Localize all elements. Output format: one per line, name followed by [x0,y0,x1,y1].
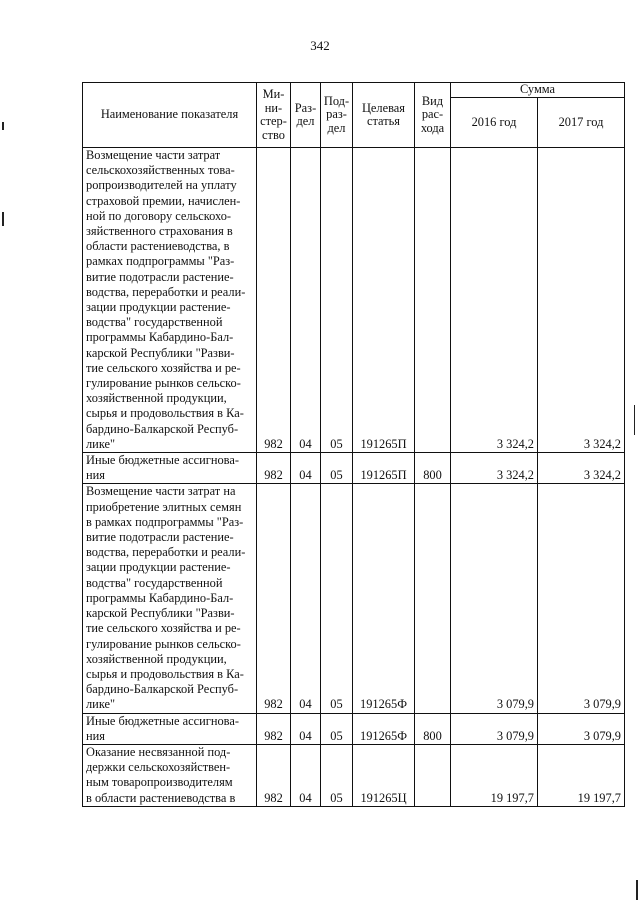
row-sum-2016: 19 197,7 [451,744,538,806]
row-subsection: 05 [321,148,353,453]
header-section: Раз- дел [291,83,321,148]
header-ministry: Ми- ни- стер- ство [257,83,291,148]
row-section: 04 [291,484,321,713]
row-target: 191265Ц [353,744,415,806]
row-sum-2017: 3 324,2 [538,453,625,484]
scan-mark-left [2,212,4,226]
row-subsection: 05 [321,744,353,806]
row-expense-type [415,148,451,453]
row-target: 191265П [353,453,415,484]
table-body [83,148,625,807]
row-section: 04 [291,148,321,453]
table-row [83,744,625,806]
budget-table [82,82,625,807]
table-row [83,148,625,453]
row-name: Возмещение части затрат на приобретение элитных семян в рамках подпрограммы "Раз- витие подотрасли растение- водства, переработки и реали- зации продукции растение- водства" государственной программы Кабардино-Бал- карской Республики "Разви- тие сельского хозяйства и ре- гулирование рынков сельско- хозяйственной продукции, сырья и продовольствия в Ка- бардино-Балкарской Респуб- лике" [83,484,257,713]
row-sum-2017: 3 324,2 [538,148,625,453]
row-expense-type [415,484,451,713]
header-name: Наименование показателя [83,83,257,148]
header-year-2016: 2016 год [451,98,538,148]
table-row [83,484,625,713]
table-row [83,713,625,744]
row-sum-2016: 3 079,9 [451,484,538,713]
table-header [83,83,625,148]
row-expense-type: 800 [415,453,451,484]
row-expense-type: 800 [415,713,451,744]
row-ministry: 982 [257,148,291,453]
row-ministry: 982 [257,713,291,744]
row-section: 04 [291,744,321,806]
row-name: Возмещение части затрат сельскохозяйственных това- ропроизводителей на уплату страховой премии, начислен- ной по договору сельскохо- зяйственного страхования в области растениеводства, в рамках подпрограммы "Раз- витие подотрасли растение- водства, переработки и реали- зации продукции растение- водства" государственной программы Кабардино-Бал- карской Республики "Разви- тие сельского хозяйства и ре- гулирование рынков сельско- хозяйственной продукции, сырья и продовольствия в Ка- бардино-Балкарской Респуб- лике" [83,148,257,453]
row-name: Иные бюджетные ассигнова- ния [83,713,257,744]
row-expense-type [415,744,451,806]
row-name: Оказание несвязанной под- держки сельскохозяйствен- ным товаропроизводителям в области растениеводства в [83,744,257,806]
scan-mark-right [634,405,635,435]
row-sum-2016: 3 079,9 [451,713,538,744]
header-sum: Сумма [451,83,625,98]
header-subsection: Под- раз- дел [321,83,353,148]
row-name: Иные бюджетные ассигнова- ния [83,453,257,484]
row-subsection: 05 [321,713,353,744]
row-sum-2016: 3 324,2 [451,453,538,484]
row-sum-2017: 3 079,9 [538,713,625,744]
row-subsection: 05 [321,484,353,713]
row-section: 04 [291,453,321,484]
header-expense-type: Вид рас- хода [415,83,451,148]
scan-mark-right [636,880,638,900]
header-target: Целевая статья [353,83,415,148]
row-target: 191265Ф [353,713,415,744]
row-ministry: 982 [257,744,291,806]
row-ministry: 982 [257,453,291,484]
row-subsection: 05 [321,453,353,484]
row-ministry: 982 [257,484,291,713]
table-row [83,453,625,484]
row-section: 04 [291,713,321,744]
row-sum-2016: 3 324,2 [451,148,538,453]
header-year-2017: 2017 год [538,98,625,148]
row-target: 191265П [353,148,415,453]
scan-mark-left [2,122,4,130]
row-sum-2017: 19 197,7 [538,744,625,806]
page-number: 342 [310,38,330,53]
row-sum-2017: 3 079,9 [538,484,625,713]
row-target: 191265Ф [353,484,415,713]
